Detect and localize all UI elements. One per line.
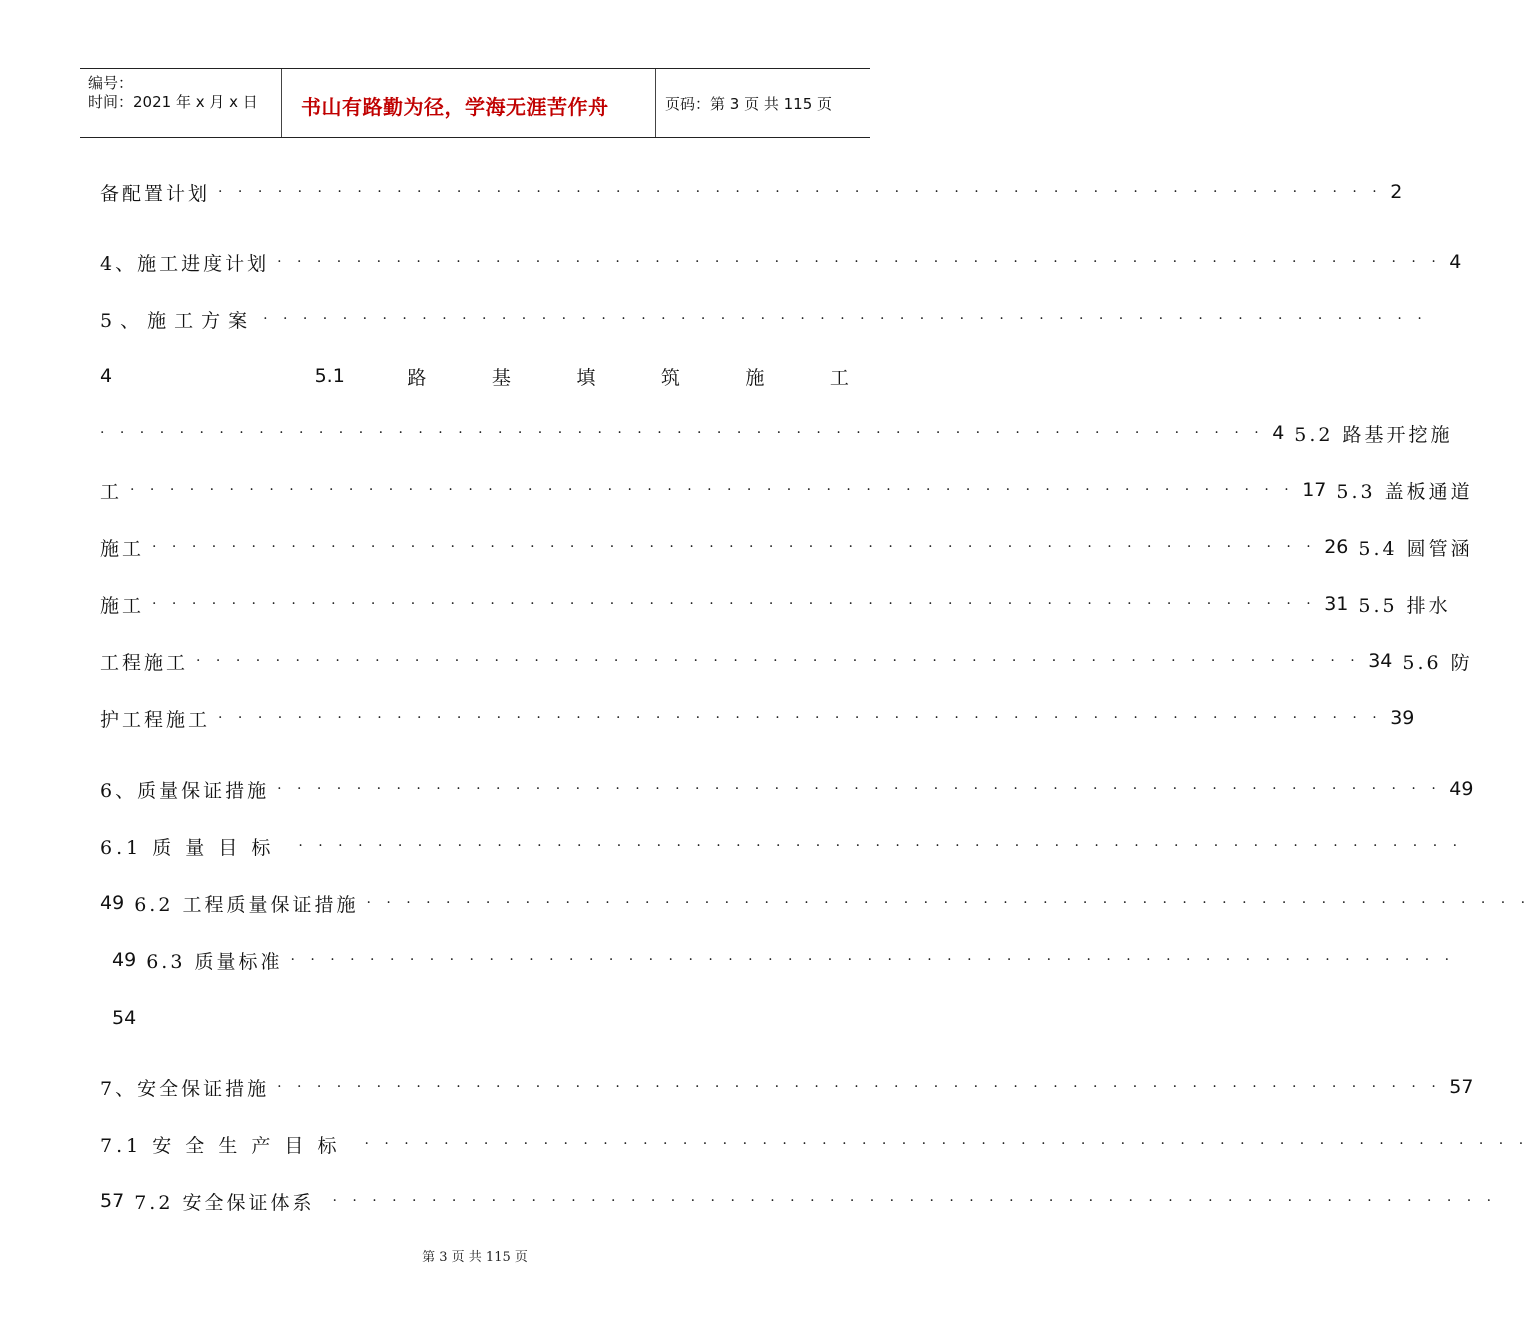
toc-entry-title: 6.2 工程质量保证措施 [134, 893, 359, 916]
page-of: 第 3 页 共 115 页 [710, 95, 833, 113]
toc-entry [100, 1186, 1497, 1216]
toc-entry [100, 589, 1451, 619]
toc-leader-dots: · · · · · · · · · · · · · · · · · · · · · · · · · · · · · · · · · · · · · · · · · · · · · · · · · · · · · · · · · · · [152, 596, 1317, 612]
toc-leader-dots: · · · · · · · · · · · · · · · · · · · · · · · · · · · · · · · · · · · · · · · · · · · · · · · · · · · · · · · · · · · [277, 254, 1442, 270]
header-page-cell [656, 69, 870, 137]
toc-entry [100, 177, 1403, 207]
toc-entry-title: 工程施工 [100, 651, 189, 674]
toc-leader-dots: · · · · · · · · · · · · · · · · · · · · · · · · · · · · · · · · · · · · · · · · · · · · · · · · · · · · · · · · · · · [130, 482, 1295, 498]
toc-entry-title: 7.2 安全保证体系 [134, 1191, 315, 1214]
time-value: 2021 年 x 月 x 日 [133, 93, 258, 111]
toc-entry [100, 532, 1473, 562]
header-motto-cell [281, 69, 656, 137]
toc-leader-dots: · · · · · · · · · · · · · · · · · · · · · · · · · · · · · · · · · · · · · · · · · · · · · · · · · · · · · · · · · · · [277, 781, 1442, 797]
toc-entry [100, 304, 1428, 334]
toc-leader-dots: · · · · · · · · · · · · · · · · · · · · · · · · · · · · · · · · · · · · · · · · · · · · · · · · · · · · · · · · · · · [263, 311, 1428, 327]
page-header [80, 68, 870, 138]
toc-entry [100, 1072, 1474, 1102]
toc-entry-title: 5.6 防 [1402, 651, 1473, 674]
toc-entry-title: 5.2 路基开挖施 [1294, 423, 1453, 446]
toc-leader-dots: · · · · · · · · · · · · · · · · · · · · · · · · · · · · · · · · · · · · · · · · · · · · · · · · · · · · · · · · · · · [290, 952, 1455, 968]
toc-entry-char: 路 [407, 366, 430, 389]
toc-entry [100, 646, 1473, 676]
toc-leader-dots: · · · · · · · · · · · · · · · · · · · · · · · · · · · · · · · · · · · · · · · · · · · · · · · · · · · · · · · · · · · [100, 425, 1265, 441]
toc-entry [100, 475, 1473, 505]
toc-entry-number: 5.1 [314, 365, 345, 387]
document-time [88, 91, 258, 112]
toc-leader-dots: · · · · · · · · · · · · · · · · · · · · · · · · · · · · · · · · · · · · · · · · · · · · · · · · · · · · · · · · · · · [332, 1193, 1497, 1209]
toc-entry-title: 5、施工方案 [100, 309, 256, 332]
toc-entry-title: 施工 [100, 537, 145, 560]
toc-entry-title: 6.3 质量标准 [146, 950, 283, 973]
toc-entry-char: 填 [576, 366, 599, 389]
toc-entry [112, 945, 1455, 975]
toc-leader-dots: · · · · · · · · · · · · · · · · · · · · · · · · · · · · · · · · · · · · · · · · · · · · · · · · · · · · · · · · · · · [298, 838, 1463, 854]
document-number-label: 编号： [88, 74, 134, 92]
header-meta-cell [80, 69, 282, 137]
toc-entry [100, 247, 1462, 277]
toc-entry-page: 49 [112, 949, 137, 971]
toc-entry-page: 4 [1449, 251, 1462, 273]
header-motto: 书山有路勤为径，学海无涯苦作舟 [301, 95, 609, 119]
page-footer [0, 1246, 950, 1265]
page-label: 页码： [665, 95, 711, 113]
toc-entry-page: 39 [1390, 707, 1415, 729]
toc-entry-char: 基 [491, 366, 514, 389]
toc-entry-page: 34 [1368, 650, 1393, 672]
toc-leader-dots: · · · · · · · · · · · · · · · · · · · · · · · · · · · · · · · · · · · · · · · · · · · · · · · · · · · · · · · · · · · [218, 184, 1383, 200]
time-label: 时间： [88, 93, 134, 111]
toc-entry [100, 361, 852, 391]
toc-entry-page: 17 [1302, 479, 1327, 501]
toc-entry-page: 54 [112, 1007, 137, 1029]
toc-leader-dots: · · · · · · · · · · · · · · · · · · · · · · · · · · · · · · · · · · · · · · · · · · · · · · · · · · · · · · · · · · · [218, 710, 1383, 726]
toc-entry-title: 5.5 排水 [1358, 594, 1451, 617]
toc-entry-page: 2 [1390, 181, 1403, 203]
toc-entry [100, 1129, 1529, 1159]
toc-leader-dots: · · · · · · · · · · · · · · · · · · · · · · · · · · · · · · · · · · · · · · · · · · · · · · · · · · · · · · · · · · · [364, 1136, 1529, 1152]
toc-entry [100, 418, 1453, 448]
toc-entry-page: 4 [1272, 422, 1285, 444]
toc-entry-title: 7、安全保证措施 [100, 1077, 270, 1100]
footer-page-number: 第 3 页 共 115 页 [422, 1250, 528, 1265]
toc-entry-page: 49 [1449, 778, 1474, 800]
toc-entry-title: 5.3 盖板通道 [1336, 480, 1473, 503]
header-page-info [665, 93, 832, 114]
toc-entry-title: 6、质量保证措施 [100, 779, 270, 802]
toc-leader-dots: · · · · · · · · · · · · · · · · · · · · · · · · · · · · · · · · · · · · · · · · · · · · · · · · · · · · · · · · · · · [152, 539, 1317, 555]
toc-entry-title: 工 [100, 480, 123, 503]
toc-entry-page: 57 [100, 1190, 125, 1212]
toc-entry-char: 工 [829, 366, 852, 389]
toc-entry [112, 1003, 864, 1033]
toc-entry-page: 49 [100, 892, 125, 914]
toc-entry-title: 备配置计划 [100, 182, 211, 205]
toc-entry [100, 831, 1463, 861]
toc-entry [100, 703, 1415, 733]
toc-leader-dots: · · · · · · · · · · · · · · · · · · · · · · · · · · · · · · · · · · · · · · · · · · · · · · · · · · · · · · · · · · · [277, 1079, 1442, 1095]
toc-entry-title: 4、施工进度计划 [100, 252, 270, 275]
toc-entry [100, 888, 1531, 918]
toc-entry-char: 施 [745, 366, 768, 389]
toc-entry-title: 6.1 质 量 目 标 [100, 836, 275, 859]
toc-entry-title: 5.4 圆管涵 [1358, 537, 1473, 560]
toc-entry-title: 护工程施工 [100, 708, 211, 731]
toc-entry-page: 31 [1324, 593, 1349, 615]
toc-leader-dots: · · · · · · · · · · · · · · · · · · · · · · · · · · · · · · · · · · · · · · · · · · · · · · · · · · · · · · · · · · · [196, 653, 1361, 669]
toc-entry-char: 筑 [660, 366, 683, 389]
toc-entry [100, 774, 1474, 804]
toc-entry-page: 57 [1449, 1076, 1474, 1098]
toc-entry-page: 26 [1324, 536, 1349, 558]
toc-leader-dots: · · · · · · · · · · · · · · · · · · · · · · · · · · · · · · · · · · · · · · · · · · · · · · · · · · · · · · · · · · · [366, 895, 1531, 911]
toc-entry-title: 施工 [100, 594, 145, 617]
toc-entry-title: 7.1 安 全 生 产 目 标 [100, 1134, 341, 1157]
toc-entry-page: 4 [100, 365, 113, 387]
